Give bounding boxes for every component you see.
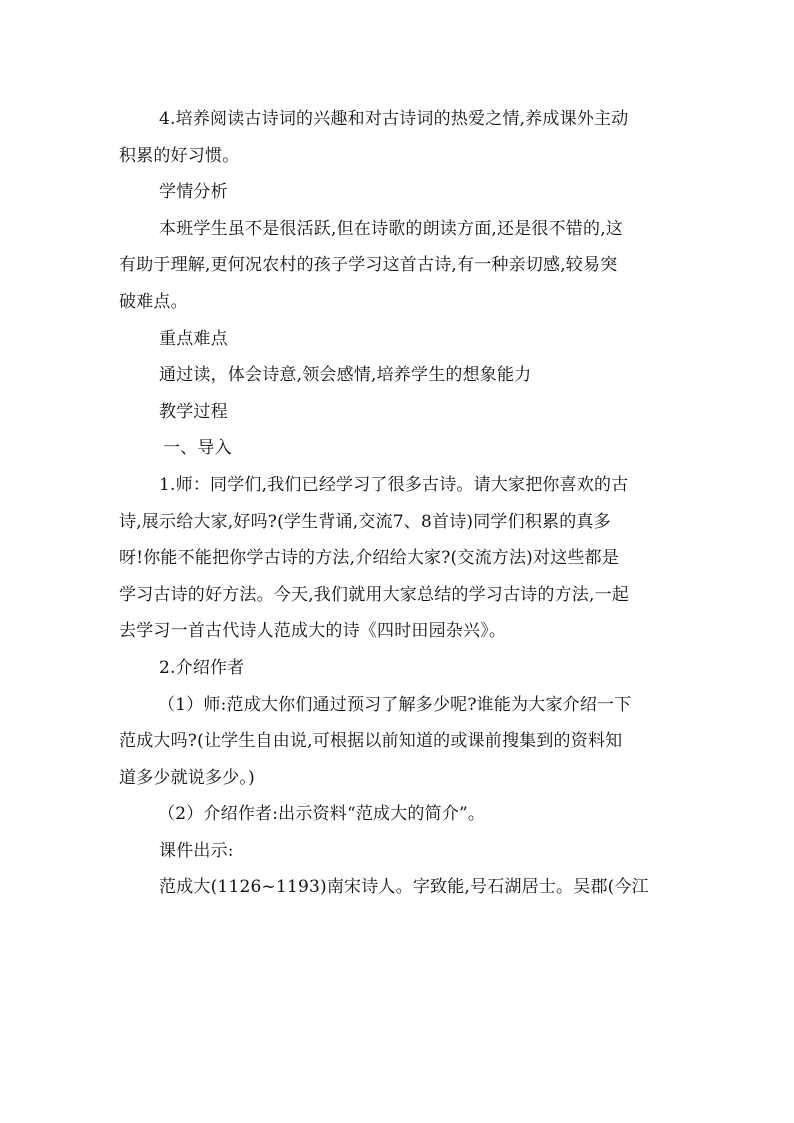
introduction-line-3: 呀!你能不能把你学古诗的方法,介绍给大家?(交流方法)对这些都是: [119, 548, 620, 569]
section-introduction: 一、导入: [163, 438, 232, 459]
document-body: [119, 101, 679, 906]
introduction-line-5: 去学习一首古代诗人范成大的诗《四时田园杂兴》。: [119, 621, 507, 642]
author-bio-line-1: 范成大(1126~1193)南宋诗人。字致能,号石湖居士。吴郡(今江: [159, 877, 649, 898]
student-analysis-line-3: 破难点。: [119, 291, 188, 312]
author-item-2: （2）介绍作者:出示资料“范成大的简介”。: [158, 804, 486, 825]
heading-student-analysis: 学情分析: [159, 182, 228, 203]
author-item-1-line-1: （1）师:范成大你们通过预习了解多少呢?谁能为大家介绍一下: [158, 694, 632, 715]
introduction-line-2: 诗,展示给大家,好吗?(学生背诵,交流7、8首诗)同学们积累的真多: [119, 511, 611, 532]
student-analysis-line-2: 有助于理解,更何况农村的孩子学习这首古诗,有一种亲切感,较易突: [119, 255, 618, 276]
student-analysis-line-1: 本班学生虽不是很活跃,但在诗歌的朗读方面,还是很不错的,这: [159, 218, 624, 239]
courseware-label: 课件出示:: [159, 840, 234, 861]
heading-teaching-process: 教学过程: [159, 401, 228, 422]
author-item-1-line-3: 道多少就说多少。): [119, 767, 255, 788]
heading-introduce-author: 2.介绍作者: [159, 657, 245, 678]
heading-key-difficulties: 重点难点: [159, 328, 228, 349]
author-item-1-line-2: 范成大吗?(让学生自由说,可根据以前知道的或课前搜集到的资料知: [119, 731, 623, 752]
introduction-line-4: 学习古诗的好方法。今天,我们就用大家总结的学习古诗的方法,一起: [119, 584, 630, 605]
introduction-line-1: 1.师：同学们,我们已经学习了很多古诗。请大家把你喜欢的古: [159, 474, 629, 495]
objective-4-line-2: 积累的好习惯。: [119, 145, 240, 166]
objective-4-line-1: 4.培养阅读古诗词的兴趣和对古诗词的热爱之情,养成课外主动: [159, 109, 629, 129]
key-difficulties-text: 通过读，体会诗意,领会感情,培养学生的想象能力: [159, 365, 532, 386]
